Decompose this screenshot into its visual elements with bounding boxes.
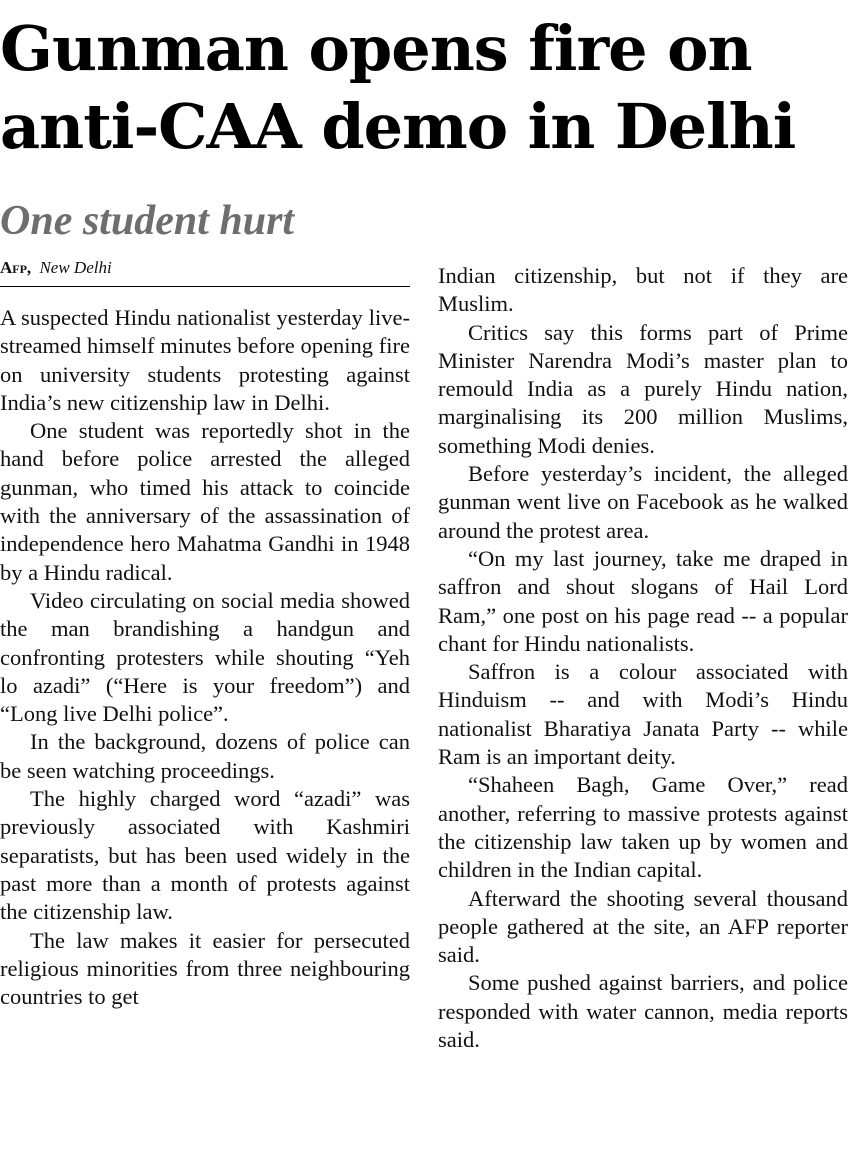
paragraph: A suspected Hindu nationalist yesterday live-streamed himself minutes before opening fire on university students protesting against India’s new citizenship law in Delhi. (0, 305, 410, 415)
paragraph: Critics say this forms part of Prime Minister Narendra Modi’s master plan to remould India as a purely Hindu nation, marginalising its 200 million Muslims, something Modi denies. (438, 319, 848, 458)
paragraph: “Shaheen Bagh, Game Over,” read another, referring to massive protests against the citizenship law taken up by women and children in the Indian capital. (438, 772, 848, 883)
paragraph: One student was reportedly shot in the hand before police arrested the alleged gunman, who timed his attack to coincide with the anniversary of the assassination of independence hero Mahatma Gandhi in 1948 by a Hindu radical. (0, 418, 410, 585)
byline-place: New Delhi (39, 258, 112, 277)
paragraph: Before yesterday’s incident, the alleged gunman went live on Facebook as he walked around the protest area. (438, 461, 848, 543)
paragraph-continuation: Indian citizenship, but not if they are Muslim. (438, 263, 848, 317)
paragraph: “On my last journey, take me draped in saffron and shout slogans of Hail Lord Ram,” one post on his page read -- a popular chant for Hindu nationalists. (438, 545, 848, 656)
article-column-right (438, 262, 848, 1054)
byline-agency: Afp, (0, 258, 32, 277)
headline (0, 10, 848, 166)
subheadline: One student hurt (0, 198, 295, 244)
paragraph: Some pushed against barriers, and police responded with water cannon, media reports said. (438, 970, 848, 1053)
paragraph: Saffron is a colour associated with Hinduism -- and with Modi’s Hindu nationalist Bharatiya Janata Party -- while Ram is an important deity. (438, 659, 848, 770)
paragraph: The highly charged word “azadi” was previously associated with Kashmiri separatists, but has been used widely in the past more than a month of protests against the citizenship law. (0, 786, 410, 925)
byline (0, 256, 410, 287)
headline-line-2: anti-CAA demo in Delhi (0, 90, 796, 163)
article-column-left (0, 304, 410, 1011)
paragraph: In the background, dozens of police can be seen watching proceedings. (0, 729, 410, 783)
paragraph: Afterward the shooting several thousand people gathered at the site, an AFP reporter said. (438, 885, 848, 968)
headline-line-1: Gunman opens fire on (0, 12, 752, 85)
paragraph: Video circulating on social media showed the man brandishing a handgun and confronting protesters while shouting “Yeh lo azadi” (“Here is your freedom”) and “Long live Delhi police”. (0, 587, 410, 727)
paragraph: The law makes it easier for persecuted religious minorities from three neighbouring countries to get (0, 927, 410, 1010)
